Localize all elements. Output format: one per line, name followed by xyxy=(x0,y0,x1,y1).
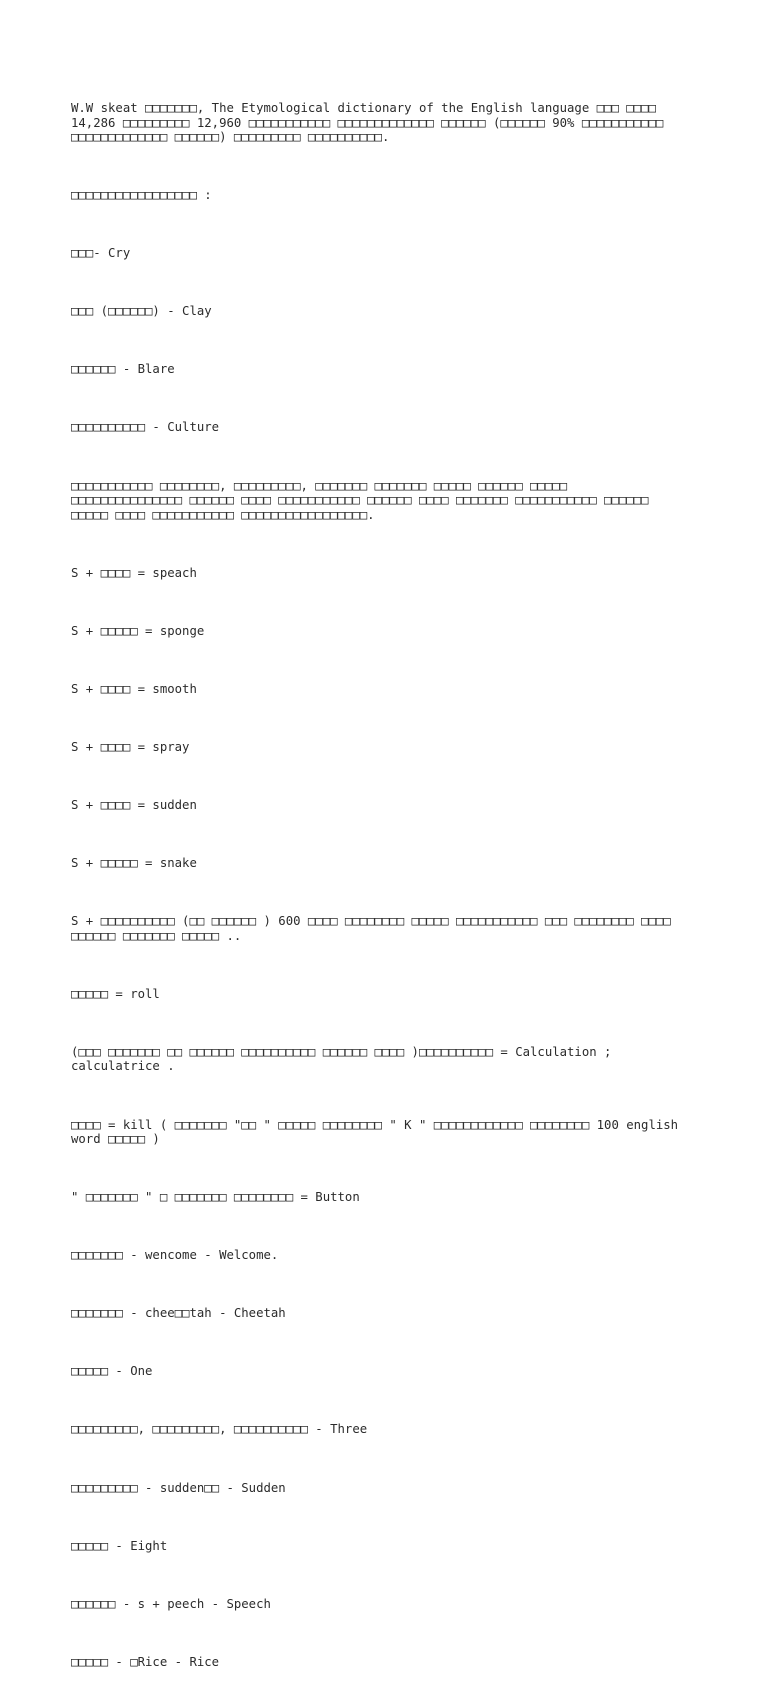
example-kill: □□□□ = kill ( □□□□□□□ "□□ " □□□□□ □□□□□□□□ " K " □□□□□□□□□□□□ □□□□□□□□ 100 english word □□□□□ ) xyxy=(71,1117,679,1146)
example-welcome: □□□□□□□ - wencome - Welcome. xyxy=(71,1248,279,1263)
example-roll: □□□□□ = roll xyxy=(71,986,160,1001)
intro-paragraph: W.W skeat □□□□□□□, The Etymological dictionary of the English language □□□ □□□□ 14,286 □□□□□□□□□ 12,960 □□□□□□□□□□□ □□□□□□□□□□□□□ □□□□□□ (□□□□□□ 90% □□□□□□□□□□□ □□□□□□□□□□□□□ □□□□□□) □□□□□□□□□ □□□□□□□□□□. xyxy=(71,101,664,144)
s-prefix-paragraph: □□□□□□□□□□□ □□□□□□□□, □□□□□□□□□, □□□□□□□ □□□□□□□ □□□□□ □□□□□□ □□□□□ □□□□□□□□□□□□□□□ □□□□□□ □□□□ □□□□□□□□□□□ □□□□□□ □□□□ □□□□□□□ □□□□□□□□□□□ □□□□□□ □□□□□ □□□□ □□□□□□□□□□□ □□□□□□□□□□□□□□□□□. xyxy=(71,478,649,522)
example-sudden: S + □□□□ = sudden xyxy=(71,798,197,813)
example-button: " □□□□□□□ " □ □□□□□□□ □□□□□□□□ = Button xyxy=(71,1190,360,1205)
example-eight: □□□□□ - Eight xyxy=(71,1538,168,1553)
example-culture: □□□□□□□□□□ - Culture xyxy=(71,420,220,435)
example-cheetah: □□□□□□□ - chee□□tah - Cheetah xyxy=(71,1306,286,1321)
example-sudden-2: □□□□□□□□□ - sudden□□ - Sudden xyxy=(71,1480,286,1495)
example-speach: S + □□□□ = speach xyxy=(71,565,197,580)
example-three: □□□□□□□□□, □□□□□□□□□, □□□□□□□□□□ - Three xyxy=(71,1422,368,1437)
example-clay: □□□ (□□□□□□) - Clay xyxy=(71,304,212,319)
example-speech: □□□□□□ - s + peech - Speech xyxy=(71,1596,271,1611)
example-spray: S + □□□□ = spray xyxy=(71,739,190,754)
example-sponge: S + □□□□□ = sponge xyxy=(71,623,205,638)
example-rice: □□□□□ - □Rice - Rice xyxy=(71,1654,220,1669)
examples-heading: □□□□□□□□□□□□□□□□□ : xyxy=(71,188,212,203)
s-prefix-600-paragraph: S + □□□□□□□□□□ (□□ □□□□□□ ) 600 □□□□ □□□□□□□□ □□□□□ □□□□□□□□□□□ □□□ □□□□□□□□ □□□□ □□□□□□ □□□□□□□ □□□□□ .. xyxy=(71,914,671,943)
example-one: □□□□□ - One xyxy=(71,1364,153,1379)
example-cry: □□□- Cry xyxy=(71,246,131,261)
example-snake: S + □□□□□ = snake xyxy=(71,856,197,871)
example-blare: □□□□□□ - Blare xyxy=(71,362,175,377)
document-body xyxy=(71,72,711,1698)
example-smooth: S + □□□□ = smooth xyxy=(71,681,197,696)
example-calculation: (□□□ □□□□□□□ □□ □□□□□□ □□□□□□□□□□ □□□□□□ □□□□ )□□□□□□□□□□ = Calculation ; calculatrice . xyxy=(71,1044,612,1074)
